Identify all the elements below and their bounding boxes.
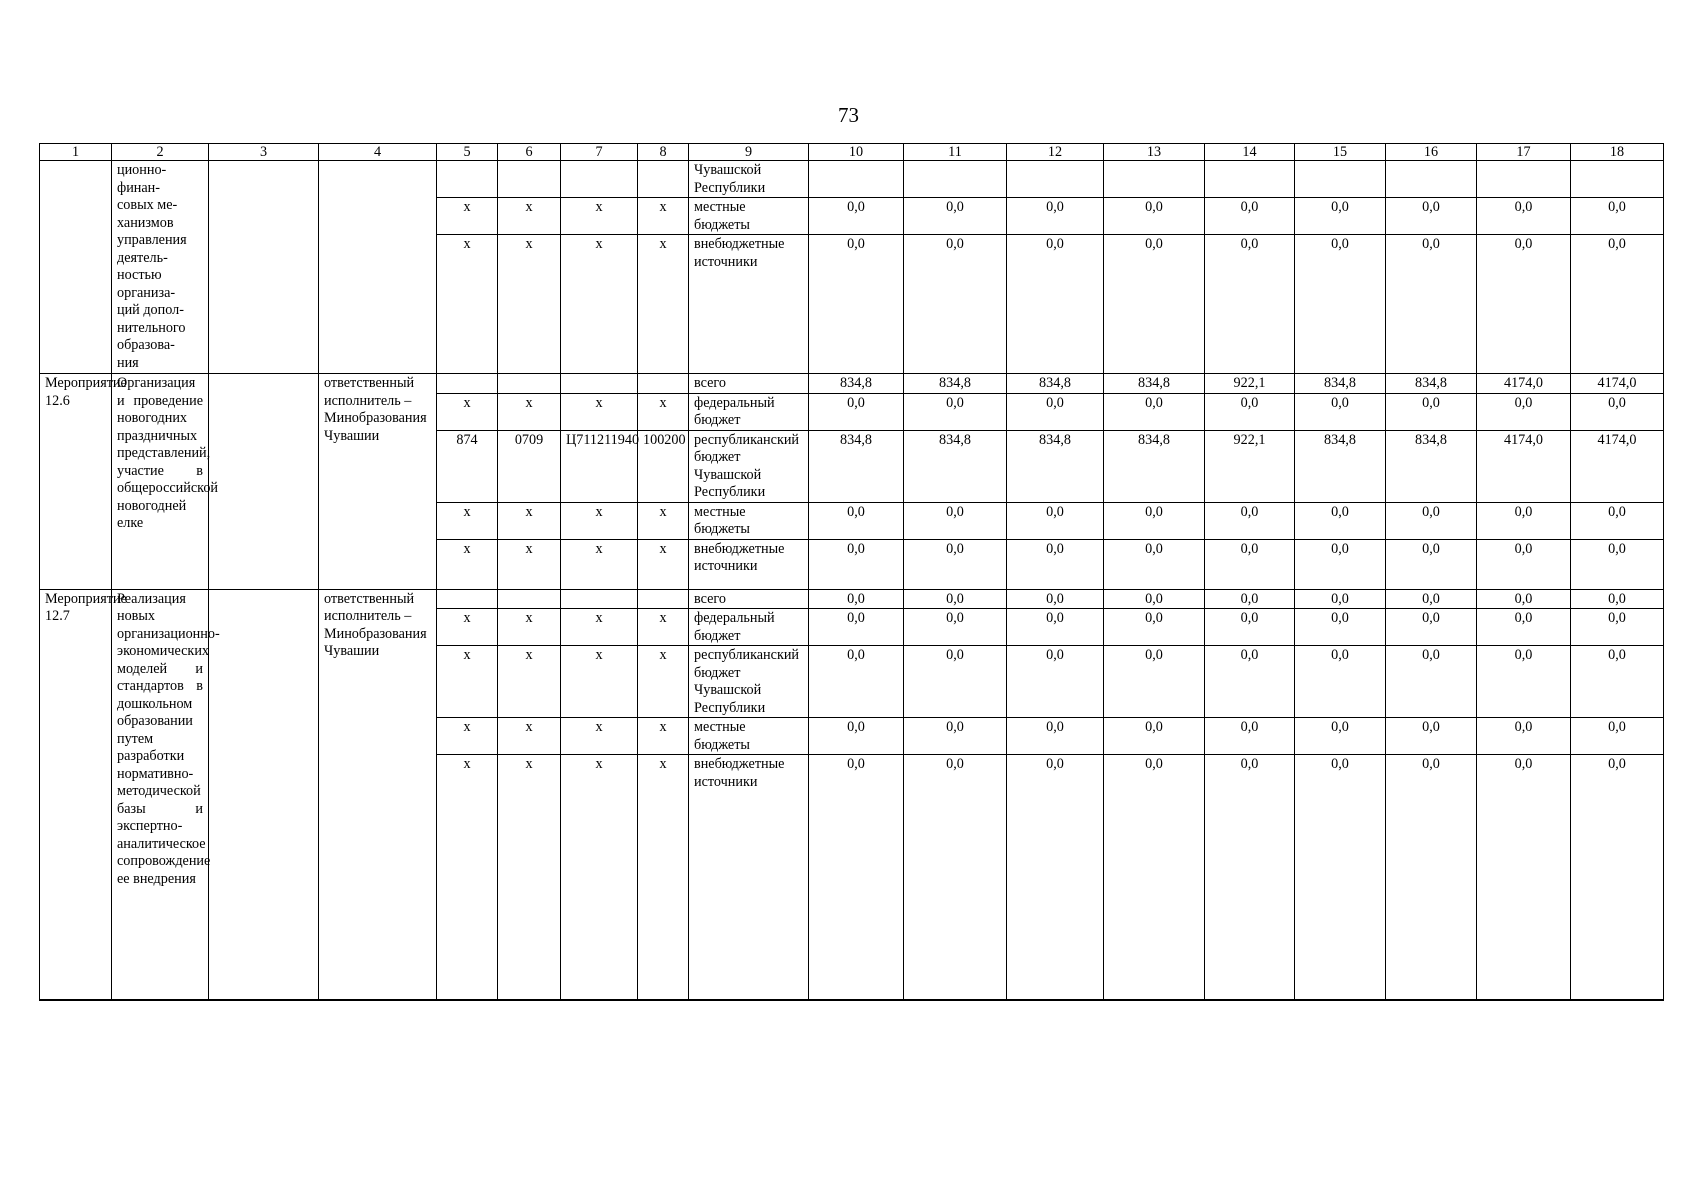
code-expense-group: х (638, 755, 689, 1000)
value-cell: 834,8 (809, 374, 904, 394)
value-cell: 0,0 (1205, 718, 1295, 755)
value-cell: 0,0 (1205, 646, 1295, 718)
column-number: 13 (1104, 144, 1205, 161)
code-target: Ц711211940 (561, 430, 638, 502)
value-cell: 0,0 (1104, 718, 1205, 755)
value-cell: 0,0 (904, 235, 1007, 374)
value-cell: 0,0 (1477, 393, 1571, 430)
code-target (561, 589, 638, 609)
funding-source: Чувашской Республики (689, 161, 809, 198)
event-label (40, 161, 112, 374)
value-cell (1104, 161, 1205, 198)
value-cell: 0,0 (1571, 589, 1664, 609)
value-cell: 0,0 (1205, 589, 1295, 609)
value-cell: 922,1 (1205, 374, 1295, 394)
value-cell (1477, 161, 1571, 198)
column-number: 10 (809, 144, 904, 161)
event-name: Реализация новых организационно-экономических моделей и стандартов в дошкольном образовании путем разработки нормативно-методической базы и экспертно-аналитическое сопровождение ее внедрения (112, 589, 209, 1000)
value-cell: 0,0 (1477, 646, 1571, 718)
funding-source: местные бюджеты (689, 502, 809, 539)
code-target: х (561, 609, 638, 646)
column-number: 3 (209, 144, 319, 161)
value-cell: 0,0 (1386, 539, 1477, 589)
funding-source: местные бюджеты (689, 198, 809, 235)
code-grbs: х (437, 502, 498, 539)
code-expense-group: х (638, 198, 689, 235)
value-cell: 834,8 (1007, 374, 1104, 394)
column-number: 15 (1295, 144, 1386, 161)
value-cell: 0,0 (904, 198, 1007, 235)
value-cell: 834,8 (1386, 430, 1477, 502)
value-cell: 0,0 (1205, 235, 1295, 374)
value-cell: 0,0 (1571, 609, 1664, 646)
value-cell: 0,0 (1571, 198, 1664, 235)
value-cell: 0,0 (1104, 393, 1205, 430)
value-cell: 0,0 (1295, 718, 1386, 755)
value-cell: 0,0 (1295, 755, 1386, 1000)
column-number: 17 (1477, 144, 1571, 161)
value-cell: 0,0 (1386, 589, 1477, 609)
value-cell: 0,0 (1386, 198, 1477, 235)
event-label: Мероприятие 12.7 (40, 589, 112, 1000)
code-expense-group: х (638, 235, 689, 374)
funding-source: местные бюджеты (689, 718, 809, 755)
value-cell: 0,0 (1104, 755, 1205, 1000)
value-cell (1571, 161, 1664, 198)
code-target: х (561, 539, 638, 589)
value-cell: 4174,0 (1477, 430, 1571, 502)
funding-source: федеральный бюджет (689, 609, 809, 646)
code-target (561, 374, 638, 394)
value-cell: 0,0 (1007, 198, 1104, 235)
value-cell: 0,0 (1295, 198, 1386, 235)
column-number-row (40, 144, 1664, 161)
value-cell: 0,0 (1295, 609, 1386, 646)
value-cell: 0,0 (1477, 198, 1571, 235)
value-cell: 0,0 (1104, 589, 1205, 609)
value-cell: 0,0 (1007, 609, 1104, 646)
value-cell: 0,0 (1571, 718, 1664, 755)
value-cell: 0,0 (904, 609, 1007, 646)
funding-source: всего (689, 589, 809, 609)
value-cell: 0,0 (904, 718, 1007, 755)
column-3-cell (209, 161, 319, 374)
value-cell: 0,0 (1386, 718, 1477, 755)
code-section (498, 589, 561, 609)
value-cell: 0,0 (1477, 718, 1571, 755)
value-cell: 0,0 (1104, 502, 1205, 539)
value-cell: 0,0 (1104, 198, 1205, 235)
funding-source: всего (689, 374, 809, 394)
value-cell: 0,0 (1205, 755, 1295, 1000)
code-grbs: х (437, 609, 498, 646)
value-cell: 0,0 (904, 646, 1007, 718)
value-cell: 0,0 (1386, 646, 1477, 718)
column-number: 8 (638, 144, 689, 161)
code-grbs (437, 589, 498, 609)
funding-source: республиканский бюджет Чувашской Республики (689, 646, 809, 718)
code-target: х (561, 235, 638, 374)
value-cell (1205, 161, 1295, 198)
value-cell: 0,0 (1571, 393, 1664, 430)
value-cell: 834,8 (904, 374, 1007, 394)
code-grbs: х (437, 718, 498, 755)
value-cell: 0,0 (904, 393, 1007, 430)
value-cell: 0,0 (1477, 502, 1571, 539)
funding-source: внебюджетные источники (689, 235, 809, 374)
column-3-cell (209, 589, 319, 1000)
value-cell: 0,0 (1477, 609, 1571, 646)
code-expense-group: х (638, 539, 689, 589)
value-cell: 0,0 (1104, 235, 1205, 374)
value-cell: 0,0 (809, 609, 904, 646)
funding-source: внебюджетные источники (689, 755, 809, 1000)
code-section: х (498, 235, 561, 374)
value-cell: 0,0 (1205, 502, 1295, 539)
code-expense-group: х (638, 609, 689, 646)
column-number: 18 (1571, 144, 1664, 161)
code-target: х (561, 755, 638, 1000)
value-cell: 834,8 (1295, 430, 1386, 502)
value-cell (904, 161, 1007, 198)
value-cell: 4174,0 (1571, 430, 1664, 502)
column-number: 11 (904, 144, 1007, 161)
value-cell (1007, 161, 1104, 198)
value-cell: 0,0 (1007, 235, 1104, 374)
column-number: 5 (437, 144, 498, 161)
table-row (40, 589, 1664, 609)
value-cell: 0,0 (1007, 502, 1104, 539)
value-cell: 0,0 (1295, 589, 1386, 609)
value-cell: 834,8 (1007, 430, 1104, 502)
value-cell (1295, 161, 1386, 198)
value-cell: 0,0 (1007, 539, 1104, 589)
value-cell: 0,0 (904, 539, 1007, 589)
code-target: х (561, 393, 638, 430)
value-cell: 0,0 (809, 755, 904, 1000)
value-cell: 0,0 (1477, 755, 1571, 1000)
code-grbs (437, 374, 498, 394)
value-cell: 0,0 (1104, 609, 1205, 646)
code-section: х (498, 646, 561, 718)
value-cell (809, 161, 904, 198)
column-3-cell (209, 374, 319, 590)
value-cell: 0,0 (1295, 646, 1386, 718)
funding-source: внебюджетные источники (689, 539, 809, 589)
value-cell: 0,0 (1007, 755, 1104, 1000)
code-grbs: х (437, 198, 498, 235)
value-cell: 834,8 (1104, 374, 1205, 394)
value-cell: 0,0 (1104, 539, 1205, 589)
code-expense-group: х (638, 646, 689, 718)
table-row (40, 374, 1664, 394)
value-cell: 0,0 (1205, 198, 1295, 235)
value-cell (1386, 161, 1477, 198)
value-cell: 0,0 (1571, 235, 1664, 374)
column-number: 12 (1007, 144, 1104, 161)
event-label: Мероприятие 12.6 (40, 374, 112, 590)
column-number: 2 (112, 144, 209, 161)
value-cell: 0,0 (1007, 718, 1104, 755)
page-number: 73 (838, 103, 859, 127)
column-number: 1 (40, 144, 112, 161)
value-cell: 834,8 (904, 430, 1007, 502)
value-cell: 0,0 (809, 589, 904, 609)
value-cell: 0,0 (809, 718, 904, 755)
code-grbs: х (437, 235, 498, 374)
value-cell: 0,0 (1295, 393, 1386, 430)
value-cell: 0,0 (1007, 589, 1104, 609)
value-cell: 0,0 (1295, 235, 1386, 374)
column-number: 4 (319, 144, 437, 161)
executor: ответственный исполнитель – Минобразования Чувашии (319, 374, 437, 590)
table-row (40, 161, 1664, 198)
value-cell: 0,0 (809, 235, 904, 374)
code-expense-group: х (638, 393, 689, 430)
value-cell: 0,0 (1007, 393, 1104, 430)
value-cell: 0,0 (1295, 502, 1386, 539)
column-number: 16 (1386, 144, 1477, 161)
code-expense-group (638, 589, 689, 609)
value-cell: 0,0 (904, 502, 1007, 539)
value-cell: 0,0 (809, 539, 904, 589)
value-cell: 0,0 (1571, 646, 1664, 718)
code-grbs: х (437, 646, 498, 718)
code-section: х (498, 198, 561, 235)
value-cell: 0,0 (1205, 609, 1295, 646)
value-cell: 0,0 (1477, 235, 1571, 374)
code-target (561, 161, 638, 198)
budget-table (39, 143, 1664, 1001)
code-grbs: 874 (437, 430, 498, 502)
code-section (498, 374, 561, 394)
code-expense-group: х (638, 502, 689, 539)
executor (319, 161, 437, 374)
code-expense-group: 100200 (638, 430, 689, 502)
value-cell: 4174,0 (1571, 374, 1664, 394)
column-number: 6 (498, 144, 561, 161)
value-cell: 0,0 (1571, 755, 1664, 1000)
value-cell: 0,0 (1205, 539, 1295, 589)
code-expense-group: х (638, 718, 689, 755)
value-cell: 0,0 (1477, 539, 1571, 589)
column-number: 7 (561, 144, 638, 161)
value-cell: 0,0 (904, 589, 1007, 609)
value-cell: 0,0 (1386, 235, 1477, 374)
code-section: х (498, 718, 561, 755)
event-name: ционно- финан- совых ме- ханизмов управления деятель- ностью организа- ций допол- нительного образова- ния (112, 161, 209, 374)
value-cell: 0,0 (1386, 502, 1477, 539)
value-cell: 0,0 (1386, 755, 1477, 1000)
code-expense-group (638, 374, 689, 394)
value-cell: 0,0 (809, 646, 904, 718)
value-cell: 0,0 (1477, 589, 1571, 609)
value-cell: 0,0 (1386, 393, 1477, 430)
code-section: х (498, 393, 561, 430)
executor: ответственный исполнитель – Минобразования Чувашии (319, 589, 437, 1000)
value-cell: 4174,0 (1477, 374, 1571, 394)
value-cell: 0,0 (809, 198, 904, 235)
code-grbs: х (437, 393, 498, 430)
value-cell: 834,8 (1104, 430, 1205, 502)
event-name: Организация и проведение новогодних праздничных представлений, участие в общероссийской новогодней елке (112, 374, 209, 590)
funding-source: республиканский бюджет Чувашской Республики (689, 430, 809, 502)
column-number: 14 (1205, 144, 1295, 161)
value-cell: 0,0 (1571, 502, 1664, 539)
value-cell: 0,0 (1386, 609, 1477, 646)
code-section: х (498, 539, 561, 589)
value-cell: 0,0 (1295, 539, 1386, 589)
value-cell: 0,0 (809, 393, 904, 430)
code-target: х (561, 502, 638, 539)
code-target: х (561, 718, 638, 755)
code-grbs: х (437, 755, 498, 1000)
code-section: х (498, 755, 561, 1000)
code-target: х (561, 646, 638, 718)
value-cell: 922,1 (1205, 430, 1295, 502)
column-number: 9 (689, 144, 809, 161)
value-cell: 834,8 (1386, 374, 1477, 394)
value-cell: 0,0 (1104, 646, 1205, 718)
code-target: х (561, 198, 638, 235)
value-cell: 0,0 (809, 502, 904, 539)
code-section: х (498, 609, 561, 646)
value-cell: 834,8 (1295, 374, 1386, 394)
code-section: х (498, 502, 561, 539)
value-cell: 834,8 (809, 430, 904, 502)
funding-source: федеральный бюджет (689, 393, 809, 430)
code-expense-group (638, 161, 689, 198)
code-section: 0709 (498, 430, 561, 502)
value-cell: 0,0 (1571, 539, 1664, 589)
value-cell: 0,0 (1007, 646, 1104, 718)
code-grbs: х (437, 539, 498, 589)
code-section (498, 161, 561, 198)
value-cell: 0,0 (904, 755, 1007, 1000)
code-grbs (437, 161, 498, 198)
value-cell: 0,0 (1205, 393, 1295, 430)
